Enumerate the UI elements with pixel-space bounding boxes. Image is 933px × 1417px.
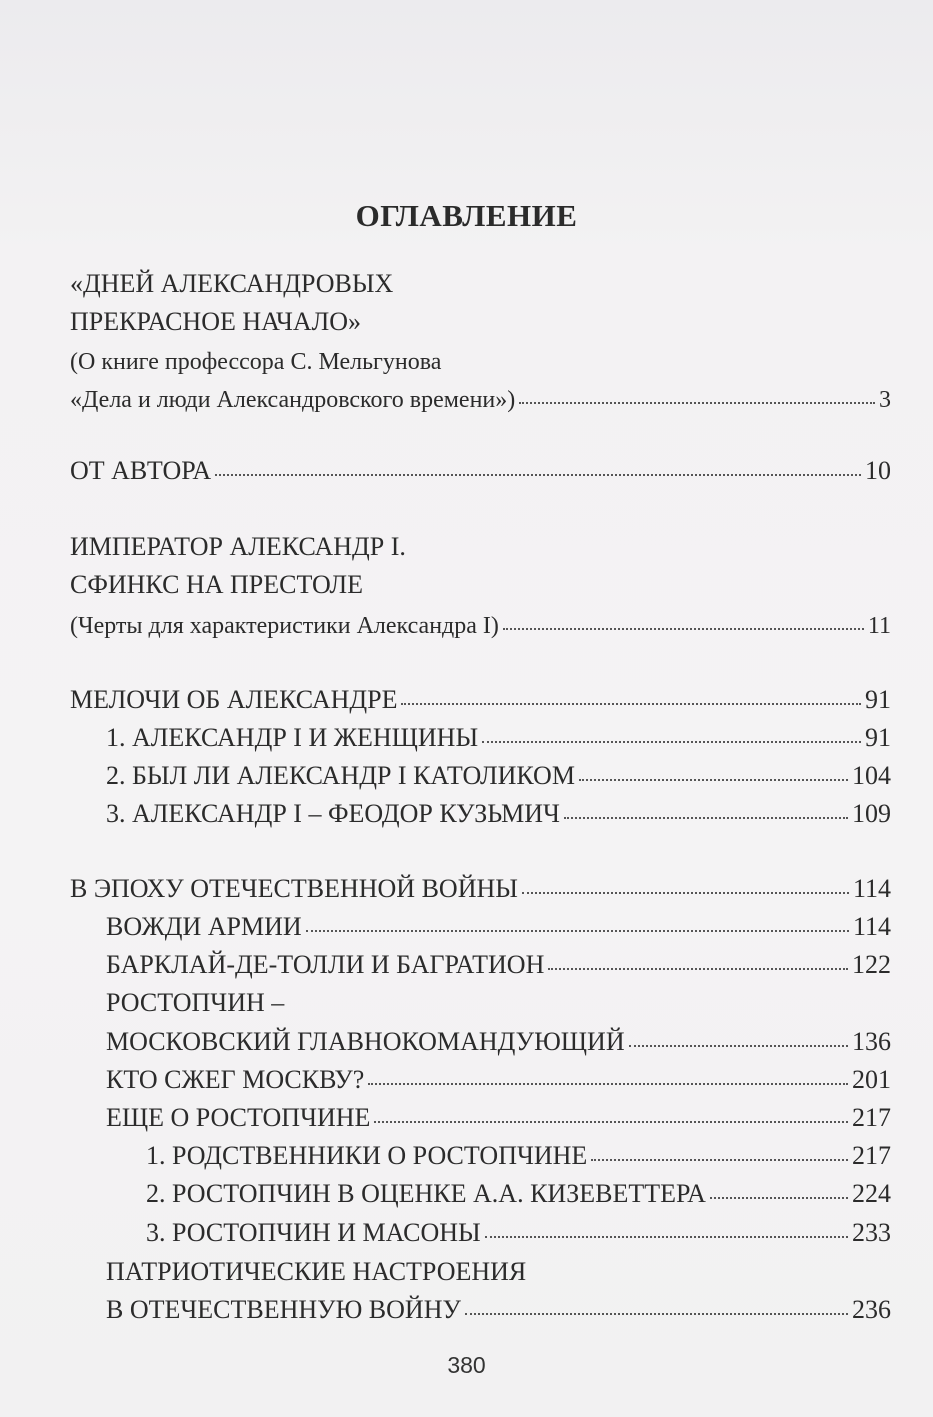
toc-page-number: 3	[879, 387, 891, 413]
toc-entry-title: РОСТОПЧИН –	[106, 988, 285, 1017]
toc-entry-title: ОТ АВТОРА	[70, 456, 212, 485]
dot-leader	[368, 1083, 848, 1085]
toc-entry[interactable]	[0, 606, 891, 646]
toc-page-number: 224	[852, 1179, 891, 1208]
toc-page-number: 217	[852, 1141, 891, 1170]
toc-page-number: 109	[852, 799, 891, 828]
toc-entry[interactable]	[0, 756, 891, 796]
toc-entry[interactable]	[0, 680, 891, 720]
toc-entry-title: (Черты для характеристики Александра I)	[70, 613, 499, 639]
dot-leader	[579, 779, 848, 781]
toc-entry[interactable]	[0, 527, 891, 567]
dot-leader	[482, 741, 861, 743]
toc-entry[interactable]	[0, 302, 891, 342]
toc-entry[interactable]	[0, 1213, 891, 1253]
dot-leader	[401, 703, 861, 705]
toc-entry-title: ВОЖДИ АРМИИ	[106, 912, 302, 941]
page-title: ОГЛАВЛЕНИЕ	[355, 198, 578, 233]
toc-page-number: 10	[865, 456, 891, 485]
dot-leader	[519, 402, 875, 404]
toc-entry-title: МЕЛОЧИ ОБ АЛЕКСАНДРЕ	[70, 685, 398, 714]
dot-leader	[629, 1045, 848, 1047]
toc-entry-title: 2. БЫЛ ЛИ АЛЕКСАНДР I КАТОЛИКОМ	[106, 761, 575, 790]
toc-entry-title: КТО СЖЕГ МОСКВУ?	[106, 1065, 365, 1094]
toc-entry[interactable]	[0, 794, 891, 834]
toc-entry[interactable]	[0, 264, 891, 304]
toc-entry[interactable]	[0, 565, 891, 605]
toc-entry[interactable]	[0, 907, 891, 947]
toc-entry-title: 3. АЛЕКСАНДР I – ФЕОДОР КУЗЬМИЧ	[106, 799, 560, 828]
toc-entry[interactable]	[0, 1174, 891, 1214]
toc-entry-title: ЕЩЕ О РОСТОПЧИНЕ	[106, 1103, 371, 1132]
dot-leader	[710, 1197, 848, 1199]
toc-page-number: 236	[852, 1295, 891, 1324]
toc-entry[interactable]	[0, 1022, 891, 1062]
toc-page-number: 11	[867, 613, 891, 639]
toc-entry-title: МОСКОВСКИЙ ГЛАВНОКОМАНДУЮЩИЙ	[106, 1027, 625, 1056]
toc-entry-title: 3. РОСТОПЧИН И МАСОНЫ	[146, 1218, 481, 1247]
toc-page-number: 122	[852, 950, 891, 979]
toc-entry[interactable]	[0, 718, 891, 758]
dot-leader	[485, 1236, 848, 1238]
dot-leader	[522, 892, 849, 894]
toc-entry[interactable]	[0, 869, 891, 909]
toc-page-number: 136	[852, 1027, 891, 1056]
toc-entry[interactable]	[0, 983, 891, 1023]
toc-entry-title: ИМПЕРАТОР АЛЕКСАНДР I.	[70, 532, 406, 561]
toc-page-number: 114	[852, 874, 891, 903]
toc-entry-title: БАРКЛАЙ-ДЕ-ТОЛЛИ И БАГРАТИОН	[106, 950, 545, 979]
dot-leader	[306, 930, 849, 932]
page-number: 380	[447, 1352, 486, 1378]
toc-page-number: 104	[852, 761, 891, 790]
dot-leader	[548, 968, 848, 970]
toc-entry-title: «Дела и люди Александровского времени»)	[70, 387, 516, 413]
toc-entry[interactable]	[0, 1252, 891, 1292]
toc-page-number: 91	[865, 685, 891, 714]
toc-entry-title: В ЭПОХУ ОТЕЧЕСТВЕННОЙ ВОЙНЫ	[70, 874, 518, 903]
toc-page-number: 114	[852, 912, 891, 941]
toc-entry-title: В ОТЕЧЕСТВЕННУЮ ВОЙНУ	[106, 1295, 461, 1324]
toc-entry[interactable]	[0, 945, 891, 985]
toc-page-number: 91	[865, 723, 891, 752]
toc-entry-title: ПАТРИОТИЧЕСКИЕ НАСТРОЕНИЯ	[106, 1257, 527, 1286]
toc-page-number: 201	[852, 1065, 891, 1094]
toc-entry-title: «ДНЕЙ АЛЕКСАНДРОВЫХ	[70, 269, 394, 298]
dot-leader	[591, 1159, 848, 1161]
toc-entry-title: 1. РОДСТВЕННИКИ О РОСТОПЧИНЕ	[146, 1141, 588, 1170]
toc-entry[interactable]	[0, 380, 891, 420]
toc-entry-title: 1. АЛЕКСАНДР I И ЖЕНЩИНЫ	[106, 723, 479, 752]
dot-leader	[564, 817, 848, 819]
dot-leader	[503, 628, 864, 630]
toc-entry[interactable]	[0, 451, 891, 491]
dot-leader	[465, 1313, 848, 1315]
toc-entry-title: (О книге профессора С. Мельгунова	[70, 349, 442, 375]
toc-page-number: 233	[852, 1218, 891, 1247]
toc-entry-title: СФИНКС НА ПРЕСТОЛЕ	[70, 570, 364, 599]
dot-leader	[215, 474, 861, 476]
toc-page-number: 217	[852, 1103, 891, 1132]
toc-entry[interactable]	[0, 1060, 891, 1100]
toc-entry[interactable]	[0, 342, 891, 382]
toc-entry-title: ПРЕКРАСНОЕ НАЧАЛО»	[70, 307, 362, 336]
toc-entry[interactable]	[0, 1136, 891, 1176]
toc-entry[interactable]	[0, 1290, 891, 1330]
toc-entry[interactable]	[0, 1098, 891, 1138]
toc-entry-title: 2. РОСТОПЧИН В ОЦЕНКЕ А.А. КИЗЕВЕТТЕРА	[146, 1179, 706, 1208]
dot-leader	[374, 1121, 848, 1123]
